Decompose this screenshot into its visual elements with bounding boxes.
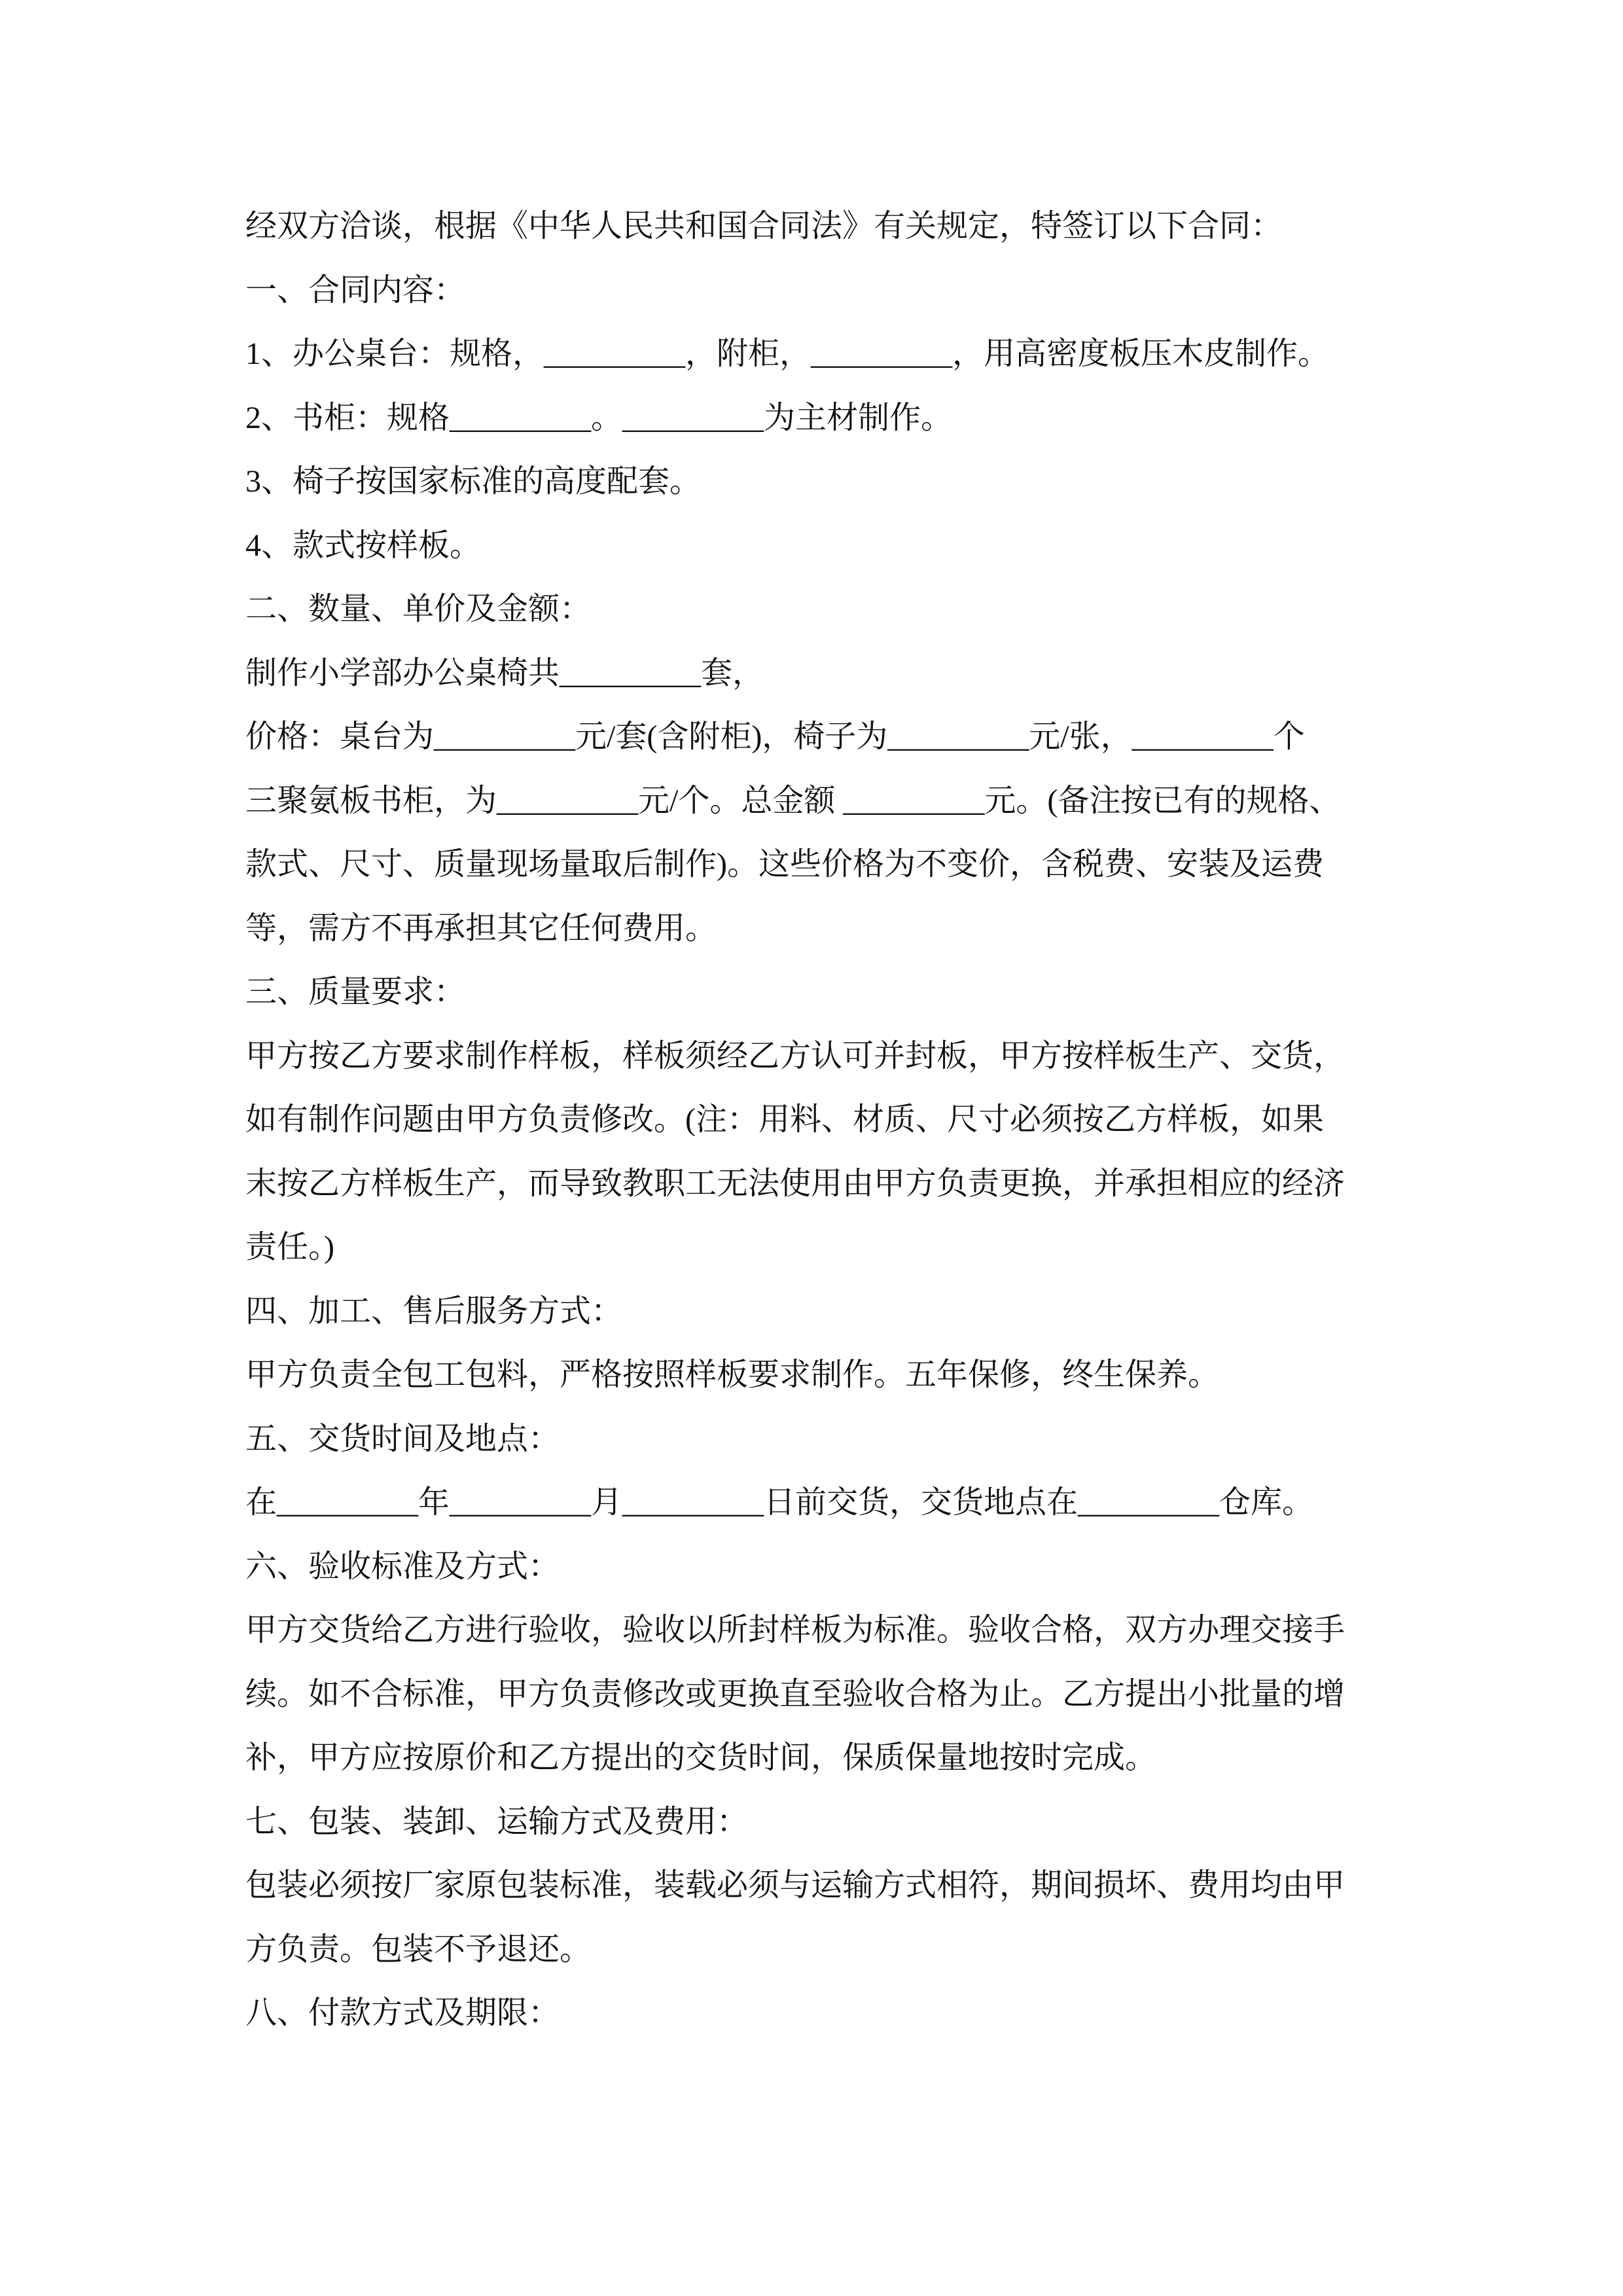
section-heading: 八、付款方式及期限：	[245, 1996, 560, 2030]
paragraph-line: 补，甲方应按原价和乙方提出的交货时间，保质保量地按时完成。	[245, 1740, 1157, 1775]
paragraph-line: 价格：桌台为_________元/套(含附柜)，椅子为_________元/张，_________个	[245, 719, 1305, 754]
section-heading: 一、合同内容：	[245, 272, 466, 308]
paragraph-line: 等，需方不再承担其它任何费用。	[245, 910, 717, 946]
paragraph-line: 4、款式按样板。	[245, 528, 482, 563]
paragraph-line: 经双方洽谈，根据《中华人民共和国合同法》有关规定，特签订以下合同：	[245, 209, 1283, 243]
paragraph-line: 在_________年_________月_________日前交货，交货地点在_________仓库。	[245, 1485, 1314, 1520]
paragraph-line: 甲方按乙方要求制作样板，样板须经乙方认可并封板，甲方按样板生产、交货，	[245, 1038, 1346, 1073]
paragraph-line: 3、椅子按国家标准的高度配套。	[245, 464, 702, 499]
paragraph-line: 1、办公桌台：规格，_________，附柜，_________，用高密度板压木皮制作。	[245, 336, 1330, 371]
paragraph-line: 如有制作问题由甲方负责修改。(注：用料、材质、尺寸必须按乙方样板，如果	[245, 1102, 1324, 1137]
contract-body	[245, 194, 1423, 2045]
paragraph-line: 末按乙方样板生产，而导致教职工无法使用由甲方负责更换，并承担相应的经济	[245, 1166, 1346, 1201]
paragraph-line: 甲方负责全包工包料，严格按照样板要求制作。五年保修，终生保养。	[245, 1357, 1220, 1392]
section-heading: 二、数量、单价及金额：	[245, 592, 592, 626]
paragraph-line: 制作小学部办公桌椅共_________套，	[245, 655, 764, 691]
section-heading: 七、包装、装卸、运输方式及费用：	[245, 1804, 749, 1839]
section-heading: 五、交货时间及地点：	[245, 1421, 560, 1456]
paragraph-line: 2、书柜：规格_________。_________为主材制作。	[245, 400, 953, 435]
paragraph-line: 包装必须按厂家原包装标准，装载必须与运输方式相符，期间损坏、费用均由甲	[245, 1868, 1346, 1903]
paragraph-line: 三聚氨板书柜，为_________元/个。总金额 _________元。(备注按已有的规格、	[245, 783, 1341, 818]
paragraph-line: 责任。)	[245, 1230, 334, 1265]
section-heading: 四、加工、售后服务方式：	[245, 1293, 623, 1329]
section-heading: 六、验收标准及方式：	[245, 1549, 560, 1584]
paragraph-line: 续。如不合标准，甲方负责修改或更换直至验收合格为止。乙方提出小批量的增	[245, 1676, 1346, 1712]
paragraph-line: 方负责。包装不予退还。	[245, 1931, 592, 1967]
paragraph-line: 款式、尺寸、质量现场量取后制作)。这些价格为不变价，含税费、安装及运费	[245, 847, 1324, 882]
paragraph-line: 甲方交货给乙方进行验收，验收以所封样板为标准。验收合格，双方办理交接手	[245, 1613, 1346, 1647]
section-heading: 三、质量要求：	[245, 975, 466, 1009]
